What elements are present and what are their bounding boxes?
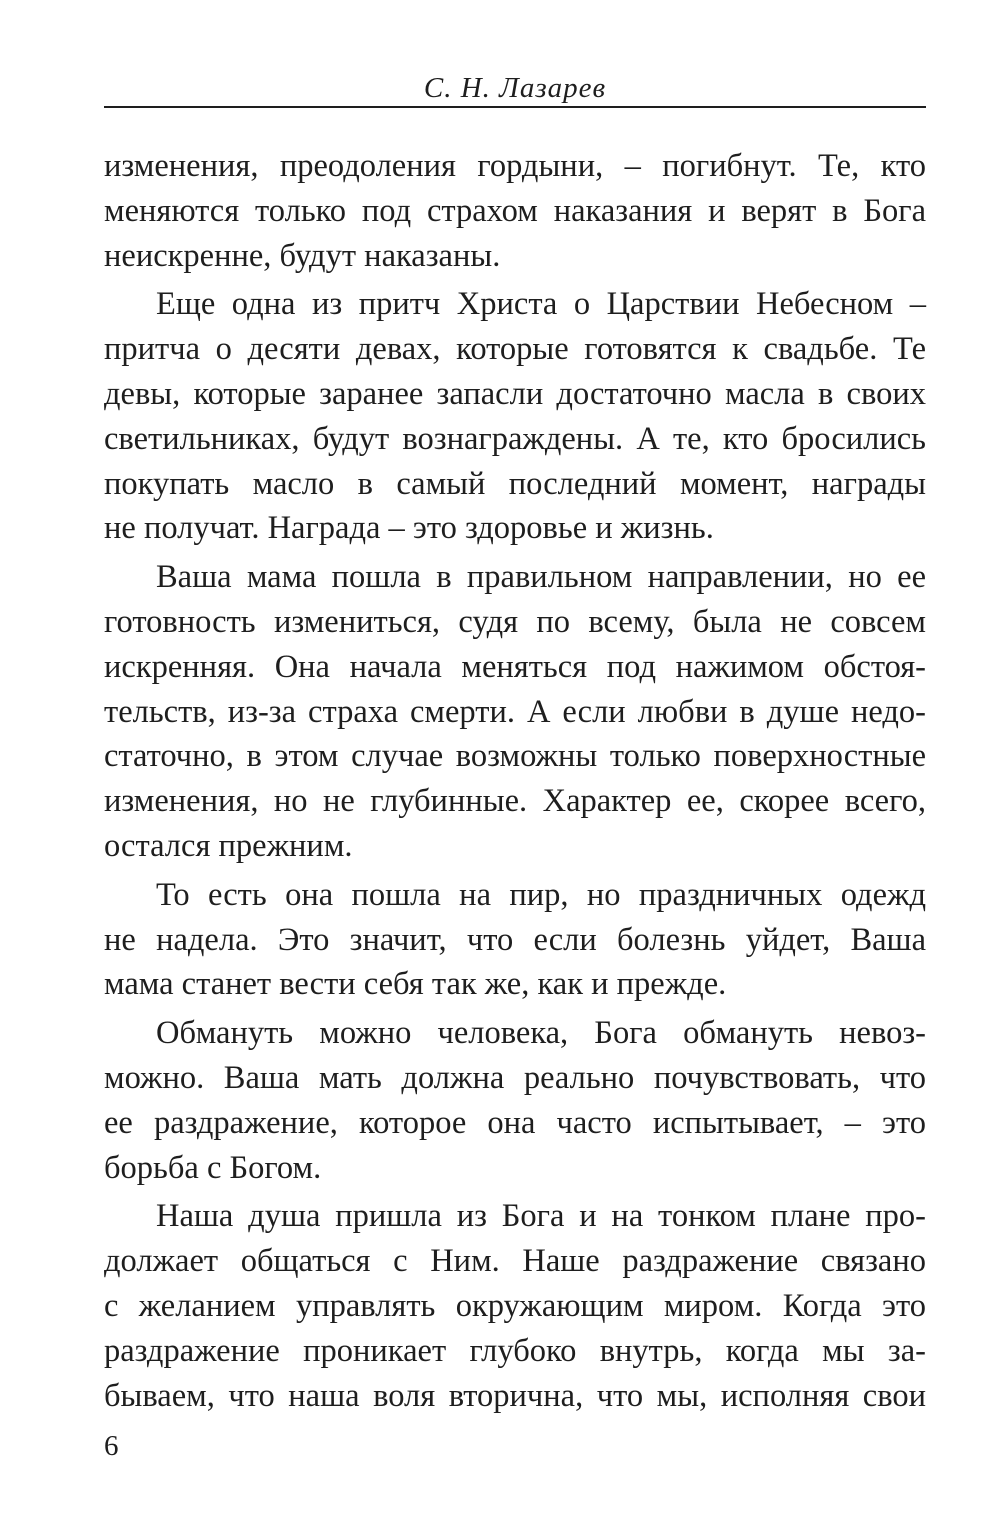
text-line: бываем, что наша воля вторична, что мы, исполняя свои: [104, 1377, 926, 1414]
paragraph: [104, 282, 926, 551]
text-line: остался прежним.: [104, 827, 353, 864]
text-line: борьба с Богом.: [104, 1149, 322, 1186]
text-line: притча о десяти девах, которые готовятся к свадьбе. Те: [104, 331, 926, 368]
text-line: статочно, в этом случае возможны только поверхностные: [104, 738, 926, 775]
text-line: То есть она пошла на пир, но праздничных одежд: [156, 876, 926, 913]
body-text: [104, 144, 926, 1418]
text-line: Наша душа пришла из Бога и на тонком плане про-: [156, 1198, 926, 1235]
page-number: 6: [104, 1430, 119, 1462]
text-line: девы, которые заранее запасли достаточно масла в своих: [104, 375, 926, 412]
running-header-author: С. Н. Лазарев: [423, 72, 607, 104]
text-line: изменения, преодоления гордыни, – погибнут. Те, кто: [104, 148, 926, 184]
text-line: меняются только под страхом наказания и верят в Бога: [104, 192, 926, 229]
text-line: неискренне, будут наказаны.: [104, 237, 501, 274]
header-rule: [104, 106, 926, 108]
text-line: искренняя. Она начала меняться под нажимом обстоя-: [104, 648, 926, 685]
text-line: готовность измениться, судя по всему, была не совсем: [104, 603, 926, 640]
text-line: с желанием управлять окружающим миром. Когда это: [104, 1287, 926, 1324]
text-line: изменения, но не глубинные. Характер ее, скорее всего,: [104, 783, 926, 820]
text-line: Ваша мама пошла в правильном направлении, но ее: [156, 559, 926, 596]
paragraph: [104, 555, 926, 869]
text-line: мама станет вести себя так же, как и прежде.: [104, 966, 727, 1003]
text-line: Обмануть можно человека, Бога обмануть невоз-: [156, 1015, 926, 1052]
text-line: светильниках, будут вознаграждены. А те, кто бросились: [104, 420, 926, 457]
text-line: раздражение проникает глубоко внутрь, когда мы за-: [104, 1332, 926, 1369]
paragraph: [104, 873, 926, 1007]
text-line: покупать масло в самый последний момент, награды: [104, 465, 926, 502]
text-line: должает общаться с Ним. Наше раздражение связано: [104, 1243, 926, 1280]
text-line: можно. Ваша мать должна реально почувствовать, что: [104, 1059, 926, 1096]
text-line: не получат. Награда – это здоровье и жизнь.: [104, 510, 714, 547]
text-line: Еще одна из притч Христа о Царствии Небесном –: [156, 286, 926, 323]
paragraph: [104, 144, 926, 278]
paragraph: [104, 1011, 926, 1190]
text-line: ее раздражение, которое она часто испытывает, – это: [104, 1104, 926, 1141]
paragraph: [104, 1194, 926, 1418]
text-line: тельств, из-за страха смерти. А если любви в душе недо-: [104, 693, 926, 730]
text-line: не надела. Это значит, что если болезнь уйдет, Ваша: [104, 921, 926, 958]
